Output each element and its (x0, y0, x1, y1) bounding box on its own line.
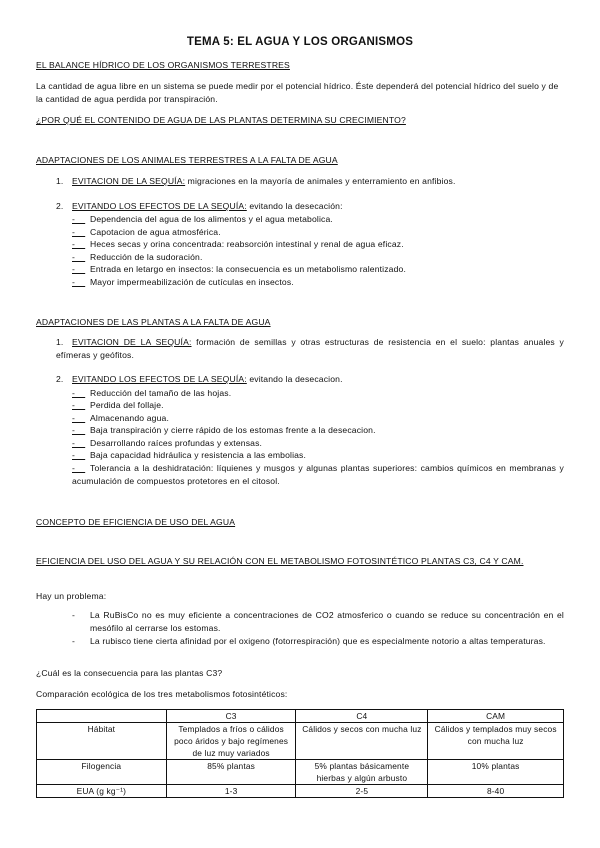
animals-bullet (72, 251, 203, 264)
problem-intro: Hay un problema: (36, 591, 107, 601)
table-cell: Templados a fríos o cálidos poco áridos y bajo regímenes de luz muy variados (166, 723, 296, 760)
plants-bullet (72, 437, 262, 450)
plants-item-1-label: EVITACION DE LA SEQUÍA: (72, 337, 192, 347)
plants-bullet (72, 412, 169, 425)
bullet-dash: - (72, 264, 86, 274)
animals-bullet (72, 213, 333, 226)
animals-item-2-text: evitando la desecación: (246, 201, 343, 211)
plants-bullet-text: Baja transpiración y cierre rápido de los estomas frente a la desecacion. (90, 425, 376, 435)
section-heading-animals: ADAPTACIONES DE LOS ANIMALES TERRESTRES A LA FALTA DE AGUA (36, 155, 338, 165)
table-cell: 1-3 (166, 785, 296, 798)
table-cell: 85% plantas (166, 760, 296, 785)
animals-bullet-text: Capotacion de agua atmosférica. (90, 227, 221, 237)
animals-bullet-text: Dependencia del agua de los alimentos y el agua metabolica. (90, 214, 333, 224)
table-cell: Filogencia (37, 760, 167, 785)
bullet-dash: - (72, 214, 86, 224)
table-header-cell: C3 (166, 710, 296, 723)
problem-text: La RuBisCo no es muy eficiente a concentraciones de CO2 atmosferico o cuando se reduce su concentración en el mesófilo al cerrarse los estomas. (90, 610, 564, 633)
bullet-dash: - (72, 413, 86, 423)
animals-item-1-label: EVITACION DE LA SEQUÍA: (72, 176, 186, 186)
table-cell: 2-5 (296, 785, 428, 798)
plants-item-2-number: 2. (56, 374, 64, 384)
animals-bullet (72, 226, 221, 239)
growth-question: ¿POR QUÉ EL CONTENIDO DE AGUA DE LAS PLANTAS DETERMINA SU CRECIMIENTO? (36, 115, 406, 125)
problem-item (72, 635, 564, 648)
bullet-dash: - (72, 425, 86, 435)
animals-bullet-text: Reducción de la sudoración. (90, 252, 203, 262)
animals-item-2-number: 2. (56, 201, 64, 211)
animals-item-2 (56, 201, 343, 211)
bullet-dash: - (72, 277, 86, 287)
animals-bullet-text: Entrada en letargo en insectos: la consecuencia es un metabolismo ralentizado. (90, 264, 407, 274)
bullet-dash: - (72, 400, 86, 410)
table-cell: Hábitat (37, 723, 167, 760)
bullet-dash: - (72, 438, 86, 448)
table-cell: Cálidos y secos con mucha luz (296, 723, 428, 760)
bullet-dash: - (72, 450, 86, 460)
section-heading-efficiency-concept: CONCEPTO DE EFICIENCIA DE USO DEL AGUA (36, 517, 236, 527)
animals-item-1 (56, 176, 456, 186)
problem-text: La rubisco tiene cierta afinidad por el oxigeno (fotorrespiración) que es especialmente notorio a altas temperaturas. (90, 636, 546, 646)
animals-bullet (72, 238, 404, 251)
table-cell: 5% plantas básicamente hierbas y algún arbusto (296, 760, 428, 785)
plants-bullet-text: Almacenando agua. (90, 413, 169, 423)
plants-bullet (72, 387, 231, 400)
animals-item-1-text: migraciones en la mayoría de animales y enterramiento en anfibios. (185, 176, 456, 186)
table-cell: 10% plantas (428, 760, 564, 785)
bullet-dash: - (72, 227, 86, 237)
table-header-cell (37, 710, 167, 723)
plants-item-2-label: EVITANDO LOS EFECTOS DE LA SEQUÍA: (72, 374, 247, 384)
plants-item-2-text: evitando la desecacion. (246, 374, 343, 384)
plants-bullet-text: Perdida del follaje. (90, 400, 164, 410)
table-row (37, 785, 564, 798)
table-cell: EUA (g kg⁻¹) (37, 785, 167, 798)
plants-bullet-text: Baja capacidad hidráulica y resistencia a las embolias. (90, 450, 307, 460)
section-heading-water-balance: EL BALANCE HÍDRICO DE LOS ORGANISMOS TERRESTRES (36, 60, 290, 70)
problem-dash: - (72, 636, 76, 646)
animals-bullet (72, 263, 406, 276)
plants-bullet-text: Desarrollando raíces profundas y extensas. (90, 438, 263, 448)
comparison-table (36, 709, 564, 798)
plants-item-1 (56, 336, 564, 361)
bullet-dash: - (72, 388, 86, 398)
problem-item (72, 609, 564, 634)
section-heading-efficiency-metabolism: EFICIENCIA DEL USO DEL AGUA Y SU RELACIÓN CON EL METABOLISMO FOTOSINTÉTICO PLANTAS C3, C4 Y CAM. (36, 556, 524, 566)
table-cell: 8-40 (428, 785, 564, 798)
plants-item-1-text: formación de semillas y otras estructuras de resistencia en el suelo: plantas anuales y efímeras y geófitos. (56, 337, 564, 360)
plants-item-2 (56, 374, 343, 384)
plants-item-1-number: 1. (56, 337, 64, 347)
table-header-cell: C4 (296, 710, 428, 723)
plants-bullet (72, 449, 306, 462)
plants-bullet (72, 424, 376, 437)
table-cell: Cálidos y templados muy secos con mucha luz (428, 723, 564, 760)
plants-bullet (72, 399, 164, 412)
animals-item-1-number: 1. (56, 176, 64, 186)
animals-bullet-text: Heces secas y orina concentrada: reabsorción intestinal y renal de agua eficaz. (90, 239, 404, 249)
water-balance-paragraph: La cantidad de agua libre en un sistema se puede medir por el potencial hídrico. Éste dependerá del potencial hídrico del suelo y de la cantidad de agua perdida por transpiración. (36, 81, 559, 104)
animals-bullet (72, 276, 294, 289)
table-header-cell: CAM (428, 710, 564, 723)
plants-bullet-text: Reducción del tamaño de las hojas. (90, 388, 232, 398)
page-title: TEMA 5: EL AGUA Y LOS ORGANISMOS (186, 36, 414, 48)
table-row (37, 723, 564, 760)
bullet-dash: - (72, 463, 86, 473)
consequence-question: ¿Cuál es la consecuencia para las plantas C3? (36, 668, 223, 678)
section-heading-plants: ADAPTACIONES DE LAS PLANTAS A LA FALTA DE AGUA (36, 317, 271, 327)
table-header-row (37, 710, 564, 723)
problem-dash: - (72, 610, 76, 620)
bullet-dash: - (72, 239, 86, 249)
table-row (37, 760, 564, 785)
animals-bullet-text: Mayor impermeabilización de cutículas en insectos. (90, 277, 294, 287)
plants-bullet-text: Tolerancia a la deshidratación: líquienes y musgos y algunas plantas superiores: cambios químicos en membranas y acumulación de compuestos protetores en el citosol. (72, 463, 564, 486)
plants-bullet-tolerance (72, 462, 564, 487)
bullet-dash: - (72, 252, 86, 262)
table-caption: Comparación ecológica de los tres metabolismos fotosintéticos: (36, 689, 288, 699)
animals-item-2-label: EVITANDO LOS EFECTOS DE LA SEQUÍA: (72, 201, 247, 211)
